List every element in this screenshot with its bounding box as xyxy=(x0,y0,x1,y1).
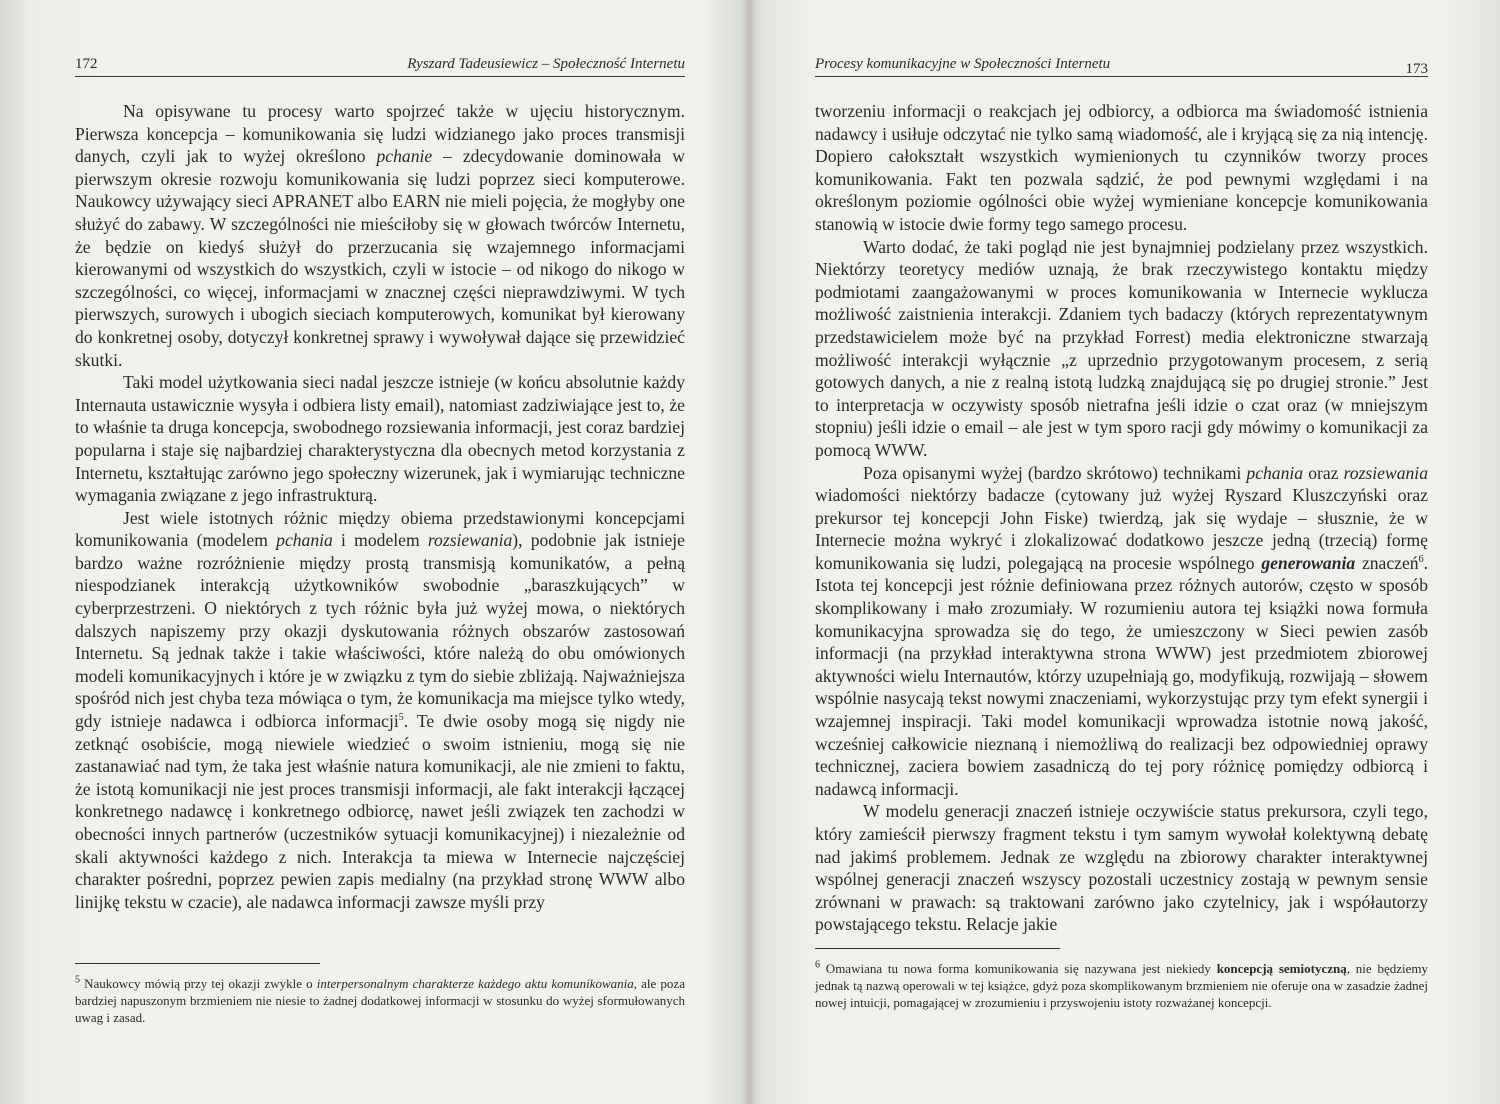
text-run: . Istota tej koncepcji jest różnie definiowana przez różnych autorów, często w sposób skomplikowany i mało zrozumiały. W rozumieniu autora tej książki nowa formuła komunikacyjna sprowadza się do tego, że umieszczony w Sieci pewien zasób informacji (na przykład interaktywna strona WWW) jest przedmiotem zbiorowej aktywności wielu Internautów, którzy uzupełniają go, modyfikują, rozwijają – słowem wspólnie nasycają tekst nowymi znaczeniami, wykorzystując przy tym efekt synergii i wzajemnej inspiracji. Taki model komunikacji wprowadza istotnie nową jakość, wcześniej całkowicie nieznaną i niemożliwą do realizacji bez odpowiedniej oprawy technicznej, zaciera bowiem zasadniczą do tej pory różnicę pomiędzy odbiorcą i nadawcą informacji. xyxy=(815,552,1428,799)
right-page-body xyxy=(815,100,1428,936)
right-footnote xyxy=(815,960,1428,1011)
emphasis: pchanie xyxy=(376,146,433,167)
footnote-ref-6[interactable]: 6 xyxy=(1418,554,1424,566)
emphasis: interpersonalnym charakterze każdego aktu komunikowania xyxy=(316,976,634,991)
emphasis: pchania xyxy=(1246,462,1304,483)
left-page xyxy=(75,0,685,1104)
emphasis: rozsiewania xyxy=(427,530,513,551)
footnote-ref-5[interactable]: 5 xyxy=(398,712,404,724)
text-run: i modelem xyxy=(332,530,428,551)
left-paragraph-3 xyxy=(75,507,685,914)
right-page-number: 173 xyxy=(1405,61,1428,77)
text-run: . Te dwie osoby mogą się nigdy nie zetknąć osobiście, mogą niewiele wiedzieć o swoim istnieniu, mogą się nie zastanawiać nad tym, że taka jest właśnie natura komunikacji, ale nie zmieni to faktu, że istotą komunikacji nie jest proces transmisji informacji, ale fakt interakcji łączącej konkretnego nadawcę i konkretnego odbiorcę, nawet jeśli związek ten zachodzi w obecności innych partnerów (uczestników sytuacji komunikacyjnej) i niezależnie od skali aktywności każdego z nich. Interakcja ta miewa w Internecie najczęściej charakter pośredni, poprzez pewien zapis medialny (na przykład stronę WWW albo linijkę tekstu w czacie), ale nadawca informacji zawsze myśli przy xyxy=(75,711,685,912)
left-page-number: 172 xyxy=(75,56,98,72)
text-run: znaczeń xyxy=(1355,552,1419,573)
right-footnote-rule xyxy=(815,948,1060,949)
text-run: Poza opisanymi wyżej (bardzo skrótowo) technikami xyxy=(863,462,1247,483)
text-run: ), podobnie jak istnieje bardzo ważne rozróżnienie między prostą transmisją komunikatów, a pełną niespodzianek interakcją użytkowników swobodnie „baraszkujących” w cyberprzestrzeni. O niektórych z tych różnic była już wyżej mowa, o niektórych dalszych napiszemy przy okazji dyskutowania różnych obszarów zastosowań Internetu. Są jednak także i takie właściwości, które należą do obu omówionych modeli komunikacyjnych i które je w związku z tym do siebie zbliżają. Najważniejsza spośród nich jest chyba teza mówiąca o tym, że komunikacja ma miejsce tylko wtedy, gdy istnieje nadawca i odbiorca informacji xyxy=(75,530,685,732)
emphasis: pchania xyxy=(276,530,333,551)
text-run: , nie będziemy jednak tą nazwą operowali w tej książce, gdyż poza skomplikowanym brzmieniem nie oferuje ona w zasadzie żadnej nowej intuicji, pomagającej w zrozumieniu i przyswojeniu istoty rozważanej koncepcji. xyxy=(815,961,1429,1010)
strong-emphasis: koncepcją semiotyczną xyxy=(1216,961,1347,976)
book-gutter xyxy=(742,0,756,1104)
left-paragraph-2: Taki model użytkowania sieci nadal jeszcze istnieje (w końcu absolutnie każdy Internauta ustawicznie wysyła i odbiera listy email), natomiast zadziwiające jest to, że to właśnie ta druga koncepcja, swobodnego rozsiewania informacji, jest coraz bardziej popularna i staje się najbardziej charakterystyczna dla obecnych metod korzystania z Internetu, kształtując zarówno jego społeczny wizerunek, jak i wymiarując techniczne wymagania związane z jego infrastrukturą. xyxy=(75,372,685,506)
text-run: oraz xyxy=(1303,462,1344,483)
left-footnote xyxy=(75,975,685,1026)
right-paragraph-3 xyxy=(815,462,1428,801)
left-footnote-rule xyxy=(75,963,320,964)
text-run: wiadomości niektórzy badacze (cytowany już wyżej Ryszard Kluszczyński oraz prekursor tej koncepcji John Fiske) twierdzą, jak się wydaje – słusznie, że w Internecie można wykryć i zlokalizować dodatkowo jeszcze jedną (trzecią) formę komunikowania się ludzi, polegającą na procesie wspólnego xyxy=(815,485,1428,573)
footnote-mark-5: 5 xyxy=(75,974,80,986)
text-run: – zdecydowanie dominowała w pierwszym okresie rozwoju komunikowania się ludzi poprzez sieci komputerowe. Naukowcy używający sieci APRANET albo EARN nie mieli pojęcia, że mogłyby one służyć do zabawy. W szczególności nie mieściłoby się w głowach twórców Internetu, że będzie on kiedyś służył do przerzucania się wzajemnego informacjami kierowanymi od wszystkich do wszystkich, czyli w istocie – od nikogo do nikogo w szczególności, co więcej, informacjami w znacznej części nieprawdziwymi. W tych pierwszych, surowych i ubogich sieciach komputerowych, komunikat był kierowany do konkretnej osoby, dotyczył konkretnej sprawy i wywoływał dające się przewidzieć skutki. xyxy=(75,146,685,370)
emphasis: rozsiewania xyxy=(1343,462,1428,483)
text-run: Jest wiele istotnych różnic między obiema przedstawionymi koncepcjami komunikowania (modelem xyxy=(75,507,685,551)
strong-emphasis: generowania xyxy=(1261,552,1356,573)
left-page-header xyxy=(75,50,685,77)
right-page xyxy=(815,0,1428,1104)
text-run: , ale poza bardziej napuszonym brzmieniem nie niesie to żadnej dodatkowej informacji w stosunku do wyżej sformułowanych uwag i zasad. xyxy=(75,976,685,1025)
right-paragraph-2: Warto dodać, że taki pogląd nie jest bynajmniej podzielany przez wszystkich. Niektórzy teoretycy mediów uznają, że brak rzeczywistego kontaktu między podmiotami zaangażowanymi w proces komunikowania w Internecie wyklucza możliwość zaistnienia interakcji. Zdaniem tych badaczy (których reprezentatywnym przedstawicielem może być na przykład Forrest) media elektroniczne stwarzają możliwość interakcji wyłącznie „z uprzednio przygotowanym procesem, z serią gotowych danych, a nie z realną istotą ludzką znajdującą się po drugiej stronie.” Jest to interpretacja w oczywisty sposób nietrafna jeśli idzie o czat oraz (w mniejszym stopniu) jeśli idzie o email – ale jest w tym sporo racji gdy mówimy o komunikacji za pomocą WWW. xyxy=(815,236,1428,460)
text-run: Omawiana tu nowa forma komunikowania się nazywana jest niekiedy xyxy=(820,961,1217,976)
text-run: Na opisywane tu procesy warto spojrzeć także w ujęciu historycznym. Pierwsza koncepcja – komunikowania się ludzi widzianego jako proces transmisji danych, czyli jak to wyżej określono xyxy=(75,101,685,167)
left-paragraph-1 xyxy=(75,100,685,371)
footnote-mark-6: 6 xyxy=(815,959,820,971)
right-running-head: Procesy komunikacyjne w Społeczności Internetu xyxy=(815,56,1111,72)
right-page-header xyxy=(815,50,1428,77)
right-paragraph-1: tworzeniu informacji o reakcjach jej odbiorcy, a odbiorca ma świadomość istnienia nadawcy i usiłuje odczytać nie tylko samą wiadomość, ale i kryjącą się za nią intencję. Dopiero całokształt wszystkich wymienionych tu czynników tworzy proces komunikowania. Fakt ten pozwala sądzić, że pod pewnymi względami i na określonym poziomie ogólności obie wyżej wymieniane koncepcje komunikowania stanowią w istocie dwie formy tego samego procesu. xyxy=(815,101,1428,234)
right-paragraph-4: W modelu generacji znaczeń istnieje oczywiście status prekursora, czyli tego, który zamieścił pierwszy fragment tekstu i tym samym wywołał kolektywną debatę nad jakimś problemem. Jednak ze względu na zbiorowy charakter interaktywnej wspólnej generacji znaczeń wszyscy pozostali uczestnicy zostają w pewnym sensie zrównani w prawach: są traktowani zarówno jako czytelnicy, jak i współautorzy powstającego tekstu. Relacje jakie xyxy=(815,801,1428,935)
left-page-body xyxy=(75,100,685,913)
left-running-head: Ryszard Tadeusiewicz – Społeczność Internetu xyxy=(407,56,685,72)
text-run: Naukowcy mówią przy tej okazji zwykle o xyxy=(80,976,317,991)
